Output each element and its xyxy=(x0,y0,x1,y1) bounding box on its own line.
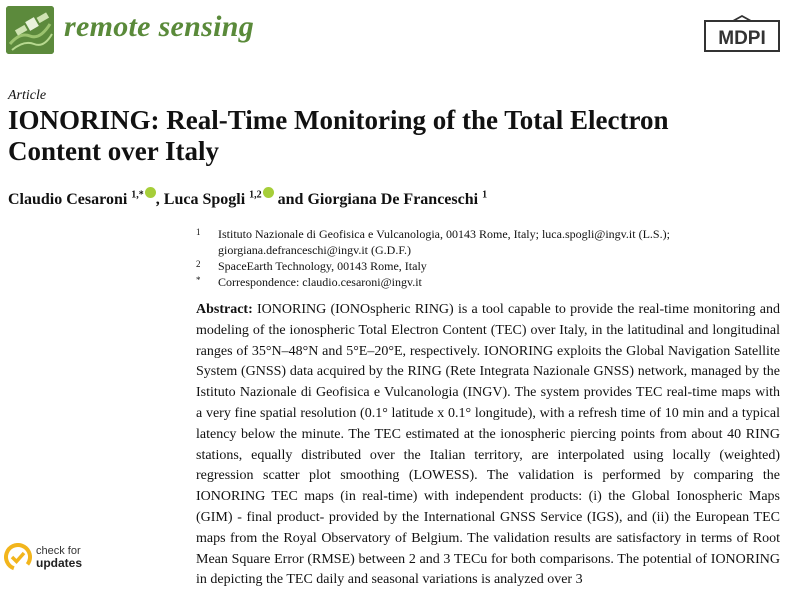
author-name: Claudio Cesaroni xyxy=(8,191,128,208)
mdpi-logo-text: MDPI xyxy=(718,28,766,49)
check-updates-line2: updates xyxy=(36,556,83,570)
author-affiliation-marker: 1 xyxy=(482,189,488,201)
journal-name: remote sensing xyxy=(64,10,255,43)
correspondence-text: Correspondence: claudio.cesaroni@ingv.it xyxy=(218,275,422,289)
affiliation-marker: 1 xyxy=(196,227,201,237)
affiliation-marker: 2 xyxy=(196,259,201,269)
affiliation-item xyxy=(196,258,756,274)
abstract-label: Abstract: xyxy=(196,302,253,317)
check-for-updates-badge[interactable] xyxy=(4,543,124,571)
author-affiliation-marker: 1,2 xyxy=(249,189,262,201)
affiliation-text: SpaceEarth Technology, 00143 Rome, Italy xyxy=(218,259,427,273)
author-list: Claudio Cesaroni $^{1,*}$ , Luca Spogli $^{1,2}$ and Giorgiana De Franceschi $^1$ xyxy=(8,187,487,209)
check-updates-line1: check for xyxy=(36,545,81,557)
affiliation-text: Istituto Nazionale di Geofisica e Vulcanologia, 00143 Rome, Italy; luca.spogli@ingv.it (L.S.); giorgiana.defranceschi@ingv.it (G.D.F.) xyxy=(218,227,670,257)
abstract xyxy=(196,300,780,591)
correspondence-marker: * xyxy=(196,275,201,285)
check-updates-icon xyxy=(4,543,32,571)
author-name: Giorgiana De Franceschi xyxy=(307,191,479,208)
author-affiliation-marker: 1,* xyxy=(131,189,144,201)
affiliation-list xyxy=(196,226,756,290)
abstract-text: IONORING (IONOspheric RING) is a tool capable to provide the real-time monitoring and modeling of the ionospheric Total Electron Content (TEC) over Italy, in the latitudinal and longitudinal ranges of 35°N–48°N and 5°E–20°E, respectively. IONORING exploits the Global Navigation Satellite System (GNSS) data acquired by the RING (Rete Integrata Nazionale GNSS) network, managed by the Istituto Nazionale di Geofisica e Vulcanologia (INGV). The system provides TEC real-time maps with a very fine spatial resolution (0.1° latitude x 0.1° longitude), with a refresh time of 10 min and a typical latency below the minute. The TEC estimated at the ionospheric piercing points from about 40 RING stations, equally distributed over the Italian territory, are interpolated using locally (weighted) regression scatter plot smoothing (LOWESS). The validation is performed by comparing the IONORING TEC maps (in real-time) with independent products: (i) the Global Ionospheric Maps (GIM) - final product- provided by the International GNSS Service (IGS), and (ii) the European TEC maps from the Royal Observatory of Belgium. The validation results are satisfactory in terms of Root Mean Square Error (RMSE) between 2 and 3 TECu for both comparisons. The potential of IONORING in depicting the TEC daily and seasonal variations is analyzed over 3 xyxy=(196,302,780,588)
article-title: IONORING: Real-Time Monitoring of the Total Electron Content over Italy xyxy=(8,105,669,166)
orcid-icon[interactable] xyxy=(263,187,274,198)
affiliation-item xyxy=(196,226,756,258)
journal-logo xyxy=(6,6,54,54)
mdpi-logo xyxy=(704,14,780,54)
article-type: Article xyxy=(8,88,47,103)
author-name: Luca Spogli xyxy=(163,191,246,208)
correspondence-item xyxy=(196,274,756,290)
orcid-icon[interactable] xyxy=(145,187,156,198)
